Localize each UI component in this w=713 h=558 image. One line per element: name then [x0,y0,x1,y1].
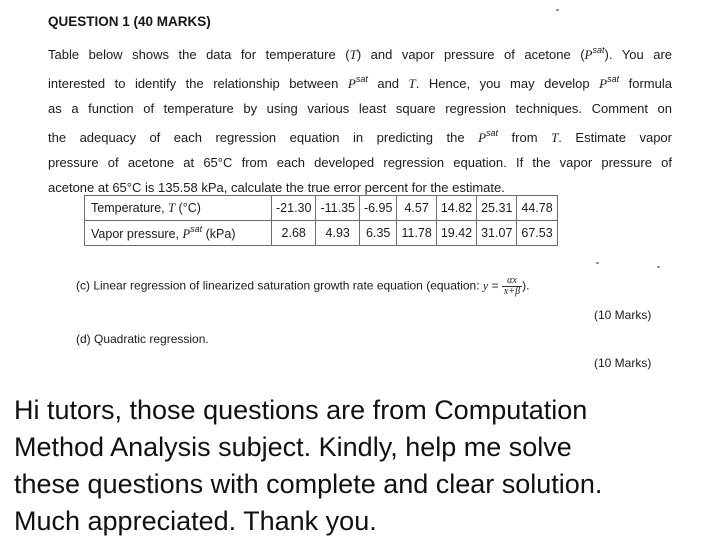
temperature-label-cell [85,196,272,221]
table-row-temperature [85,196,558,221]
table-cell: 6.35 [359,221,397,246]
text-run: Temperature, [91,200,169,215]
text-run: (°C) [175,200,201,215]
question-title: QUESTION 1 (40 MARKS) [48,14,211,29]
table-cell: 67.53 [517,221,557,246]
table-cell: 14.82 [436,196,476,221]
symbol-y: y [482,278,489,293]
part-d-question: (d) Quadratic regression. [76,332,209,346]
paragraph-line-4 [48,121,672,150]
note-line: Hi tutors, those questions are from Computation [14,395,588,425]
table-cell: 44.78 [517,196,557,221]
superscript-sat: sat [355,74,368,84]
paragraph-line-1 [48,38,672,67]
paragraph-line-2 [48,67,672,96]
table-cell: 4.57 [397,196,436,221]
table-cell: 19.42 [436,221,476,246]
symbol-P: P [182,227,191,241]
symbol-P: P [584,47,593,62]
superscript-sat: sat [592,45,605,55]
table-row-vapor-pressure [85,221,558,246]
paragraph-line-3: as a function of temperature by using various least square regression techniques. Comment on [48,101,672,116]
superscript-sat: sat [607,74,620,84]
text-run: Table below shows the data for temperature ( [48,47,350,62]
table-cell: -6.95 [359,196,397,221]
symbol-P: P [478,130,487,145]
help-request-note [14,392,704,540]
text-run: and [367,76,409,91]
vapor-pressure-label-cell [85,221,272,246]
symbol-P: P [347,76,356,91]
text-run: ). You are [604,47,673,62]
part-c-marks: (10 Marks) [594,308,652,322]
fraction [502,276,522,297]
text-run: formula [619,76,672,91]
paragraph-line-5: pressure of acetone at 65°C from each developed regression equation. If the vapor pressure of [48,155,672,170]
table-cell: 2.68 [272,221,316,246]
text-run: . Estimate vapor [558,130,672,145]
text-run: the adequacy of each regression equation in predicting the [48,130,479,145]
superscript-sat: sat [190,224,203,234]
symbol-T: T [349,47,357,62]
question-paragraph [48,38,672,200]
symbol-T: T [551,130,559,145]
table-cell: 31.07 [477,221,517,246]
symbol-P: P [599,76,608,91]
scan-speck [556,9,559,11]
table-cell: 11.78 [397,221,436,246]
table-cell: -21.30 [272,196,316,221]
symbol-T: T [408,76,416,91]
text-run: Vapor pressure, [91,227,183,241]
text-run: = [488,278,502,293]
text-run: . Hence, you may develop [415,76,600,91]
paragraph-line-6: acetone at 65°C is 135.58 kPa, calculate the true error percent for the estimate. [48,180,505,195]
note-line: these questions with complete and clear solution. [14,469,603,499]
text-run: (kPa) [202,227,236,241]
fraction-numerator: αx [502,276,522,287]
scan-speck [657,266,660,268]
text-run: (c) Linear regression of linearized saturation growth rate equation (equation: [76,278,483,293]
part-c-question [76,276,529,297]
fraction-denominator: x+β [503,286,521,297]
table-cell: 25.31 [477,196,517,221]
text-run: ) and vapor pressure of acetone ( [356,47,585,62]
note-line: Much appreciated. Thank you. [14,506,377,536]
table-cell: -11.35 [316,196,360,221]
text-run: interested to identify the relationship between [48,76,348,91]
text-run: ). [522,278,530,293]
text-run: from [498,130,552,145]
table-cell: 4.93 [316,221,360,246]
note-line: Method Analysis subject. Kindly, help me solve [14,432,572,462]
part-d-marks: (10 Marks) [594,356,652,370]
symbol-T: T [168,200,176,215]
data-table [84,195,558,246]
scan-speck [596,262,599,264]
superscript-sat: sat [486,128,499,138]
